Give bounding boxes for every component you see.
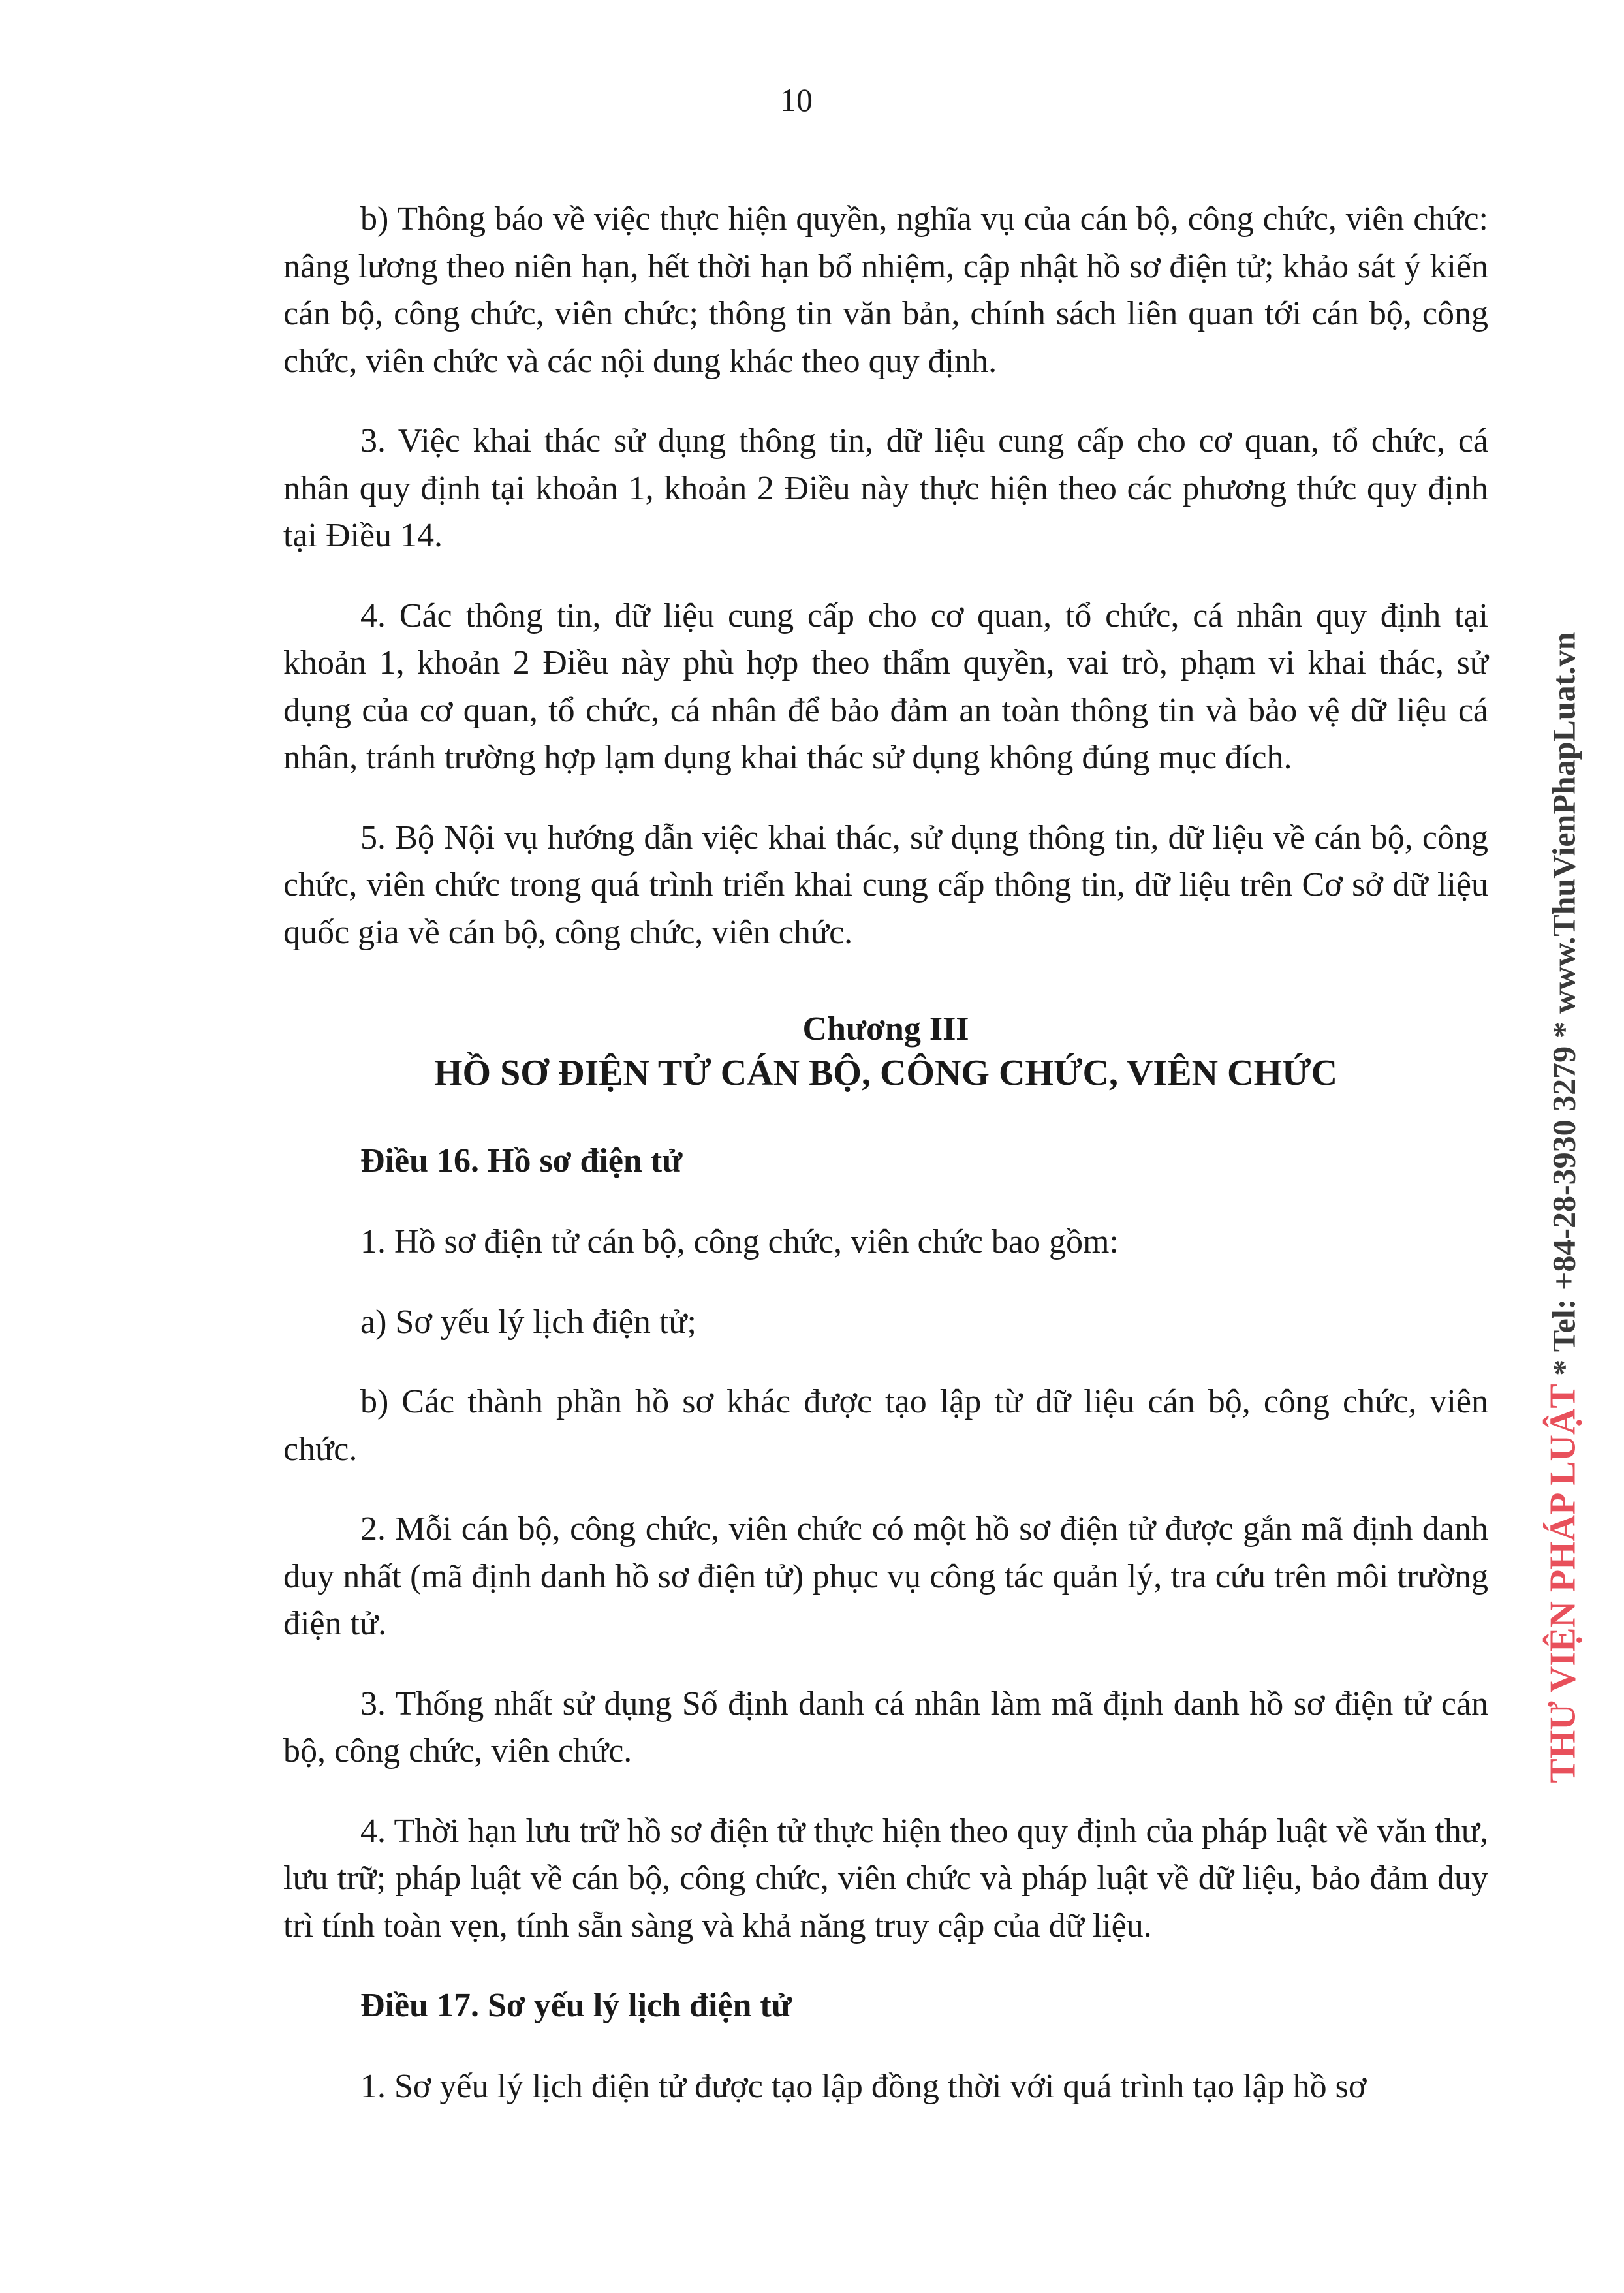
- paragraph: b) Các thành phần hồ sơ khác được tạo lập từ dữ liệu cán bộ, công chức, viên chức.: [283, 1383, 1488, 1468]
- paragraph: 4. Các thông tin, dữ liệu cung cấp cho cơ quan, tổ chức, cá nhân quy định tại khoản 1, khoản 2 Điều này phù hợp theo thẩm quyền, vai trò, phạm vi khai thác, sử dụng của cơ quan, tổ chức, cá nhân để bảo đảm an toàn thông tin và bảo vệ dữ liệu cá nhân, tránh trường hợp lạm dụng khai thác sử dụng không đúng mục đích.: [283, 597, 1488, 776]
- paragraph: 3. Việc khai thác sử dụng thông tin, dữ liệu cung cấp cho cơ quan, tổ chức, cá nhân quy định tại khoản 1, khoản 2 Điều này thực hiện theo các phương thức quy định tại Điều 14.: [283, 422, 1488, 554]
- paragraph: 3. Thống nhất sử dụng Số định danh cá nhân làm mã định danh hồ sơ điện tử cán bộ, công chức, viên chức.: [283, 1685, 1488, 1770]
- article-17-heading: Điều 17. Sơ yếu lý lịch điện tử: [360, 1987, 792, 2024]
- watermark: [1540, 632, 1587, 1783]
- chapter-label: Chương III: [802, 1010, 969, 1048]
- watermark-brand: THƯ VIỆN PHÁP LUẬT: [1542, 1384, 1584, 1783]
- paragraph: 2. Mỗi cán bộ, công chức, viên chức có một hồ sơ điện tử được gắn mã định danh duy nhất (mã định danh hồ sơ điện tử) phục vụ công tác quản lý, tra cứu trên môi trường điện tử.: [283, 1510, 1488, 1642]
- watermark-contact: * Tel: +84-28-3930 3279 * www.ThuVienPhapLuat.vn: [1545, 632, 1582, 1384]
- chapter-heading: [283, 1008, 1488, 1096]
- article-16-heading: Điều 16. Hồ sơ điện tử: [360, 1142, 683, 1179]
- paragraph: a) Sơ yếu lý lịch điện tử;: [360, 1303, 696, 1341]
- paragraph: 5. Bộ Nội vụ hướng dẫn việc khai thác, sử dụng thông tin, dữ liệu về cán bộ, công chức, viên chức trong quá trình triển khai cung cấp thông tin, dữ liệu trên Cơ sở dữ liệu quốc gia về cán bộ, công chức, viên chức.: [283, 819, 1488, 951]
- paragraph: 4. Thời hạn lưu trữ hồ sơ điện tử thực hiện theo quy định của pháp luật về văn thư, lưu trữ; pháp luật về cán bộ, công chức, viên chức và pháp luật về dữ liệu, bảo đảm duy trì tính toàn vẹn, tính sẵn sàng và khả năng truy cập của dữ liệu.: [283, 1812, 1488, 1944]
- paragraph: b) Thông báo về việc thực hiện quyền, nghĩa vụ của cán bộ, công chức, viên chức: nâng lương theo niên hạn, hết thời hạn bổ nhiệm, cập nhật hồ sơ điện tử; khảo sát ý kiến cán bộ, công chức, viên chức; thông tin văn bản, chính sách liên quan tới cán bộ, công chức, viên chức và các nội dung khác theo quy định.: [283, 200, 1488, 380]
- paragraph: 1. Sơ yếu lý lịch điện tử được tạo lập đồng thời với quá trình tạo lập hồ sơ: [360, 2068, 1367, 2105]
- page-number: 10: [780, 82, 813, 118]
- document-body: [283, 196, 1488, 2144]
- chapter-title: HỒ SƠ ĐIỆN TỬ CÁN BỘ, CÔNG CHỨC, VIÊN CHỨC: [433, 1053, 1338, 1093]
- paragraph: 1. Hồ sơ điện tử cán bộ, công chức, viên chức bao gồm:: [360, 1223, 1119, 1260]
